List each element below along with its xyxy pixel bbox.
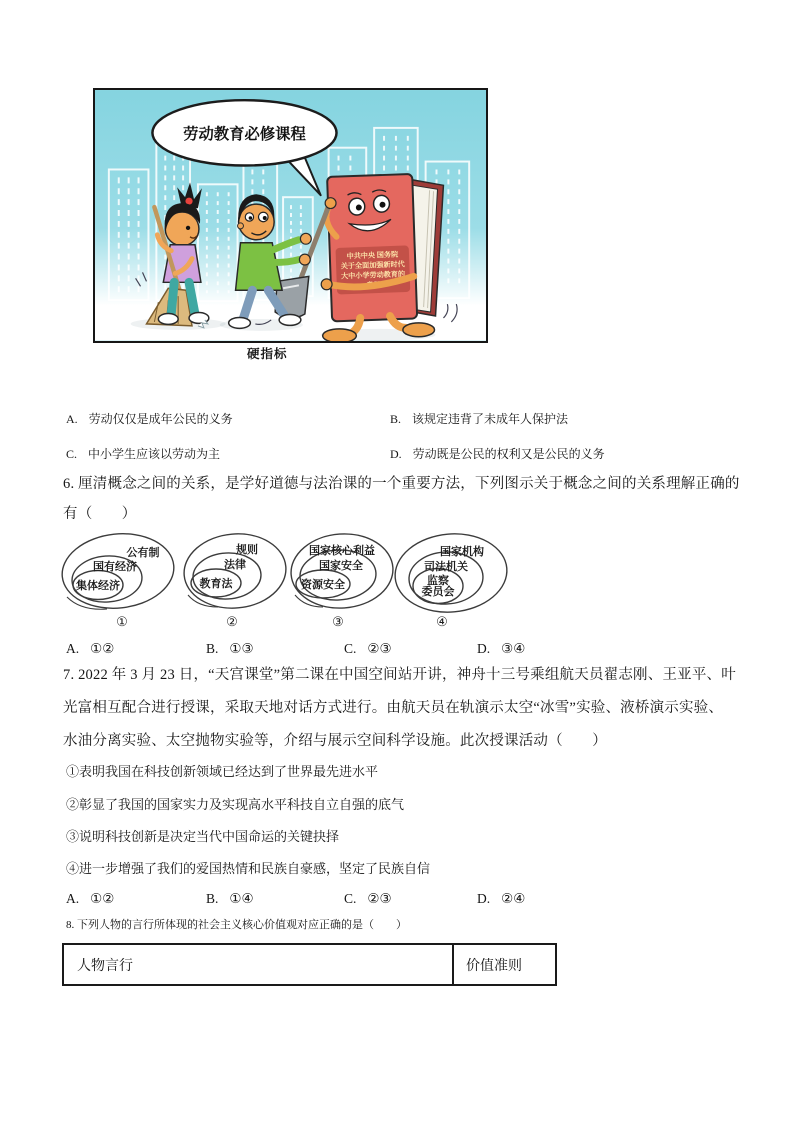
option-text: 中小学生应该以劳动为主: [88, 447, 221, 461]
q7-option-c: [344, 891, 392, 908]
option-label: C.: [344, 641, 357, 656]
q7-item-4: ④进一步增强了我们的爱国热情和民族自豪感，坚定了民族自信: [66, 861, 431, 876]
q5-option-c: [66, 447, 220, 462]
q6-option-b: [206, 641, 254, 658]
boy-ear: [238, 223, 244, 229]
q7-stem-line3: 水油分离实验、太空抛物实验等，介绍与展示空间科学设施。此次授课活动（ ）: [63, 733, 607, 749]
option-label: C.: [344, 891, 357, 906]
q6-option-a: [66, 641, 114, 658]
cartoon-figure: [93, 88, 488, 343]
option-text: ③④: [501, 641, 526, 656]
option-text: ①④: [229, 891, 254, 906]
boy-pupil-left: [249, 216, 253, 220]
boy-hand-upper: [300, 233, 311, 244]
q6-option-d: [477, 641, 525, 658]
option-label: D.: [477, 891, 491, 906]
venn3-number: ③: [332, 614, 344, 629]
boy-shoe-right: [279, 314, 301, 325]
q7-option-b: [206, 891, 254, 908]
boy-hand-lower: [299, 254, 310, 265]
venn3-outer-label: 国家核心利益: [309, 545, 375, 557]
option-label: B.: [206, 891, 219, 906]
venn2-middle-label: 法律: [224, 559, 246, 571]
q8-table-header-col2: 价值准则: [466, 958, 522, 974]
boy-pupil-right: [263, 216, 267, 220]
option-text: 劳动既是公民的权利又是公民的义务: [412, 447, 605, 461]
book-title-line3: 大中小学劳动教育的: [340, 270, 406, 281]
venn3-middle-label: 国家安全: [319, 560, 363, 572]
venn2-number: ②: [226, 614, 238, 629]
q8-table-header-col1: 人物言行: [64, 945, 454, 984]
venn1-inner-label: 集体经济: [76, 580, 120, 592]
q5-option-d: [390, 447, 605, 462]
book-foot-left: [323, 329, 357, 341]
venn4-inner-label-line1: 监察: [427, 575, 449, 587]
girl-leg-left: [171, 282, 174, 314]
cartoon-caption: 硬指标: [247, 347, 288, 361]
option-label: A.: [66, 412, 78, 426]
book-title-line2: 关于全面加强新时代: [340, 260, 405, 271]
option-text: ②③: [367, 641, 392, 656]
speech-bubble-text: 劳动教育必修课程: [183, 125, 306, 143]
q6-option-c: [344, 641, 392, 658]
q7-item-1: ①表明我国在科技创新领域已经达到了世界最先进水平: [66, 764, 379, 779]
book-title-line4: 意见: [366, 280, 381, 290]
option-text: ①②: [90, 641, 115, 656]
venn1-outer-label: 公有制: [126, 547, 160, 559]
option-label: B.: [390, 412, 402, 426]
venn4-inner-label-line2: 委员会: [421, 586, 455, 598]
venn3-inner-label: 资源安全: [301, 579, 345, 591]
venn1-middle-label: 国有经济: [93, 561, 137, 573]
q7-item-3: ③说明科技创新是决定当代中国命运的关键抉择: [66, 829, 340, 844]
venn-diagram-2: [181, 530, 289, 613]
girl-shoe-left: [158, 313, 178, 324]
venn2-outer-label: 规则: [236, 544, 258, 556]
option-label: D.: [477, 641, 491, 656]
q5-option-a: [66, 412, 233, 427]
venn-diagram-4: [392, 529, 510, 616]
venn4-outer-label: 国家机构: [440, 546, 484, 558]
q6-venn-diagrams: [55, 529, 525, 635]
book-hand-low: [321, 279, 332, 290]
q5-option-b: [390, 412, 568, 427]
venn1-number: ①: [116, 614, 128, 629]
q7-option-a: [66, 891, 114, 908]
labor-education-cartoon: [95, 90, 486, 341]
book-title-line1: 中共中央 国务院: [346, 250, 399, 261]
book-hand-top: [325, 198, 336, 209]
venn4-middle-label: 司法机关: [424, 561, 468, 573]
option-label: A.: [66, 891, 80, 906]
q7-stem-line2: 光富相互配合进行授课，采取天地对话方式进行。由航天员在轨演示太空“冰雪”实验、液桥演示实验、: [63, 700, 724, 716]
option-label: C.: [66, 447, 78, 461]
option-text: ②④: [501, 891, 526, 906]
q7-option-d: [477, 891, 525, 908]
option-text: ①③: [229, 641, 254, 656]
q6-stem-line1: 6. 厘清概念之间的关系，是学好道德与法治课的一个重要方法，下列图示关于概念之间的关系理解正确的: [63, 476, 740, 492]
boy-shoe-left: [229, 317, 251, 328]
option-text: ①②: [90, 891, 115, 906]
girl-leg-right: [189, 282, 195, 314]
option-text: 劳动仅仅是成年公民的义务: [88, 412, 233, 426]
boy-arm-lower: [273, 260, 299, 263]
q6-stem-line2: 有（ ）: [63, 506, 137, 522]
q7-item-2: ②彰显了我国的国家实力及实现高水平科技自立自强的底气: [66, 797, 405, 812]
option-label: A.: [66, 641, 80, 656]
option-label: B.: [206, 641, 219, 656]
q8-table: [62, 943, 557, 986]
girl-eye: [186, 226, 190, 230]
q7-stem-line1: 7. 2022 年 3 月 23 日，“天宫课堂”第二课在中国空间站开讲，神舟十三号乘组航天员翟志刚、王亚平、叶: [63, 667, 736, 683]
q8-stem: 8. 下列人物的言行所体现的社会主义核心价值观对应正确的是（ ）: [66, 919, 407, 931]
option-text: 该规定违背了未成年人保护法: [412, 412, 569, 426]
option-text: ②③: [367, 891, 392, 906]
venn4-number: ④: [436, 614, 448, 629]
book-foot-right: [403, 323, 435, 337]
option-label: D.: [390, 447, 402, 461]
venn2-inner-label: 教育法: [199, 578, 233, 590]
